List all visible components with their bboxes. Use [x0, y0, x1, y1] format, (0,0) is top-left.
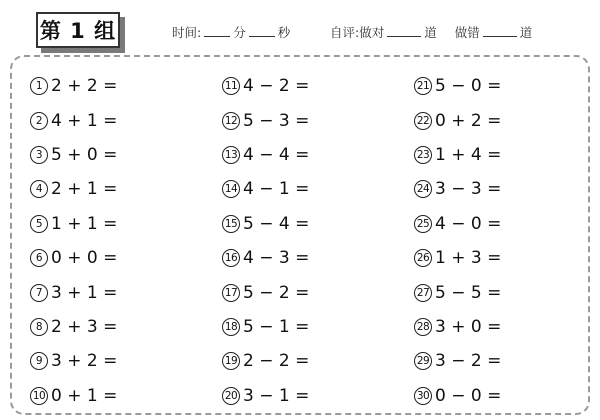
problem-expression: 5 − 1 =	[243, 316, 310, 337]
problem-number: 5	[30, 215, 48, 233]
problem-item	[222, 344, 402, 378]
problem-number: 13	[222, 146, 240, 164]
problem-expression: 0 + 2 =	[435, 110, 502, 131]
problem-number: 18	[222, 318, 240, 336]
problem-number: 4	[30, 180, 48, 198]
problem-number: 23	[414, 146, 432, 164]
problem-number: 28	[414, 318, 432, 336]
problem-number: 3	[30, 146, 48, 164]
problem-number: 9	[30, 352, 48, 370]
self-eval-label: 自评:	[330, 25, 360, 40]
minute-label: 分	[233, 25, 246, 40]
problem-item	[30, 69, 210, 103]
problem-item	[30, 241, 210, 275]
correct-blank[interactable]	[387, 26, 421, 37]
problem-expression: 5 − 4 =	[243, 213, 310, 234]
problem-expression: 4 − 0 =	[435, 213, 502, 234]
problem-item	[222, 241, 402, 275]
problem-expression: 2 − 2 =	[243, 351, 310, 372]
problem-expression: 3 + 2 =	[51, 351, 118, 372]
problem-expression: 5 − 5 =	[435, 282, 502, 303]
problem-column-2	[222, 69, 402, 413]
problem-number: 22	[414, 112, 432, 130]
problem-item	[30, 275, 210, 309]
problem-item	[414, 103, 594, 137]
problem-item	[30, 344, 210, 378]
problem-number: 25	[414, 215, 432, 233]
problem-expression: 4 − 1 =	[243, 179, 310, 200]
problem-expression: 2 + 2 =	[51, 76, 118, 97]
problem-item	[414, 172, 594, 206]
wrong-label: 做错	[454, 25, 480, 40]
problem-expression: 3 + 0 =	[435, 316, 502, 337]
time-field	[172, 23, 290, 41]
problem-expression: 5 − 2 =	[243, 282, 310, 303]
problem-item	[414, 310, 594, 344]
problem-number: 19	[222, 352, 240, 370]
problem-number: 17	[222, 284, 240, 302]
problem-item	[30, 103, 210, 137]
problem-number: 21	[414, 77, 432, 95]
problem-number: 24	[414, 180, 432, 198]
problem-item	[414, 207, 594, 241]
problem-number: 10	[30, 387, 48, 405]
group-badge: 第 1 组	[36, 12, 120, 48]
self-eval-field	[330, 23, 532, 41]
problem-item	[414, 344, 594, 378]
problem-item	[222, 138, 402, 172]
wrong-blank[interactable]	[483, 26, 517, 37]
time-label: 时间:	[172, 25, 202, 40]
problem-expression: 2 + 3 =	[51, 316, 118, 337]
problem-number: 27	[414, 284, 432, 302]
problem-item	[222, 275, 402, 309]
problem-item	[414, 138, 594, 172]
problem-item	[414, 241, 594, 275]
problem-expression: 5 − 3 =	[243, 110, 310, 131]
problem-column-3	[414, 69, 594, 413]
problem-expression: 3 − 1 =	[243, 385, 310, 406]
second-label: 秒	[277, 25, 291, 40]
problem-item	[414, 69, 594, 103]
second-blank[interactable]	[249, 26, 275, 37]
problem-expression: 0 − 0 =	[435, 385, 502, 406]
problem-item	[222, 69, 402, 103]
problem-item	[30, 172, 210, 206]
problem-expression: 1 + 3 =	[435, 248, 502, 269]
problem-expression: 3 + 1 =	[51, 282, 118, 303]
problem-item	[30, 207, 210, 241]
problem-item	[414, 275, 594, 309]
problem-number: 29	[414, 352, 432, 370]
problem-number: 16	[222, 249, 240, 267]
problem-item	[222, 207, 402, 241]
problem-expression: 0 + 1 =	[51, 385, 118, 406]
correct-unit: 道	[424, 25, 437, 40]
problem-number: 7	[30, 284, 48, 302]
problem-item	[222, 103, 402, 137]
problem-expression: 5 − 0 =	[435, 76, 502, 97]
problem-number: 11	[222, 77, 240, 95]
problem-number: 14	[222, 180, 240, 198]
problem-expression: 3 − 2 =	[435, 351, 502, 372]
problem-item	[222, 172, 402, 206]
problem-expression: 5 + 0 =	[51, 144, 118, 165]
problem-column-1	[30, 69, 210, 413]
problem-expression: 4 + 1 =	[51, 110, 118, 131]
problem-number: 2	[30, 112, 48, 130]
minute-blank[interactable]	[204, 26, 230, 37]
problem-number: 1	[30, 77, 48, 95]
problem-item	[414, 379, 594, 413]
problem-expression: 4 − 2 =	[243, 76, 310, 97]
correct-label: 做对	[359, 25, 385, 40]
problem-number: 15	[222, 215, 240, 233]
problem-number: 30	[414, 387, 432, 405]
problem-expression: 2 + 1 =	[51, 179, 118, 200]
wrong-unit: 道	[519, 25, 533, 40]
problem-expression: 1 + 1 =	[51, 213, 118, 234]
problem-item	[222, 379, 402, 413]
problem-number: 6	[30, 249, 48, 267]
problem-expression: 4 − 4 =	[243, 144, 310, 165]
problem-item	[222, 310, 402, 344]
problem-expression: 4 − 3 =	[243, 248, 310, 269]
problem-number: 12	[222, 112, 240, 130]
problem-number: 20	[222, 387, 240, 405]
problem-item	[30, 310, 210, 344]
problem-number: 8	[30, 318, 48, 336]
problem-item	[30, 379, 210, 413]
problem-expression: 3 − 3 =	[435, 179, 502, 200]
problem-expression: 1 + 4 =	[435, 144, 502, 165]
problem-item	[30, 138, 210, 172]
problem-expression: 0 + 0 =	[51, 248, 118, 269]
problem-number: 26	[414, 249, 432, 267]
